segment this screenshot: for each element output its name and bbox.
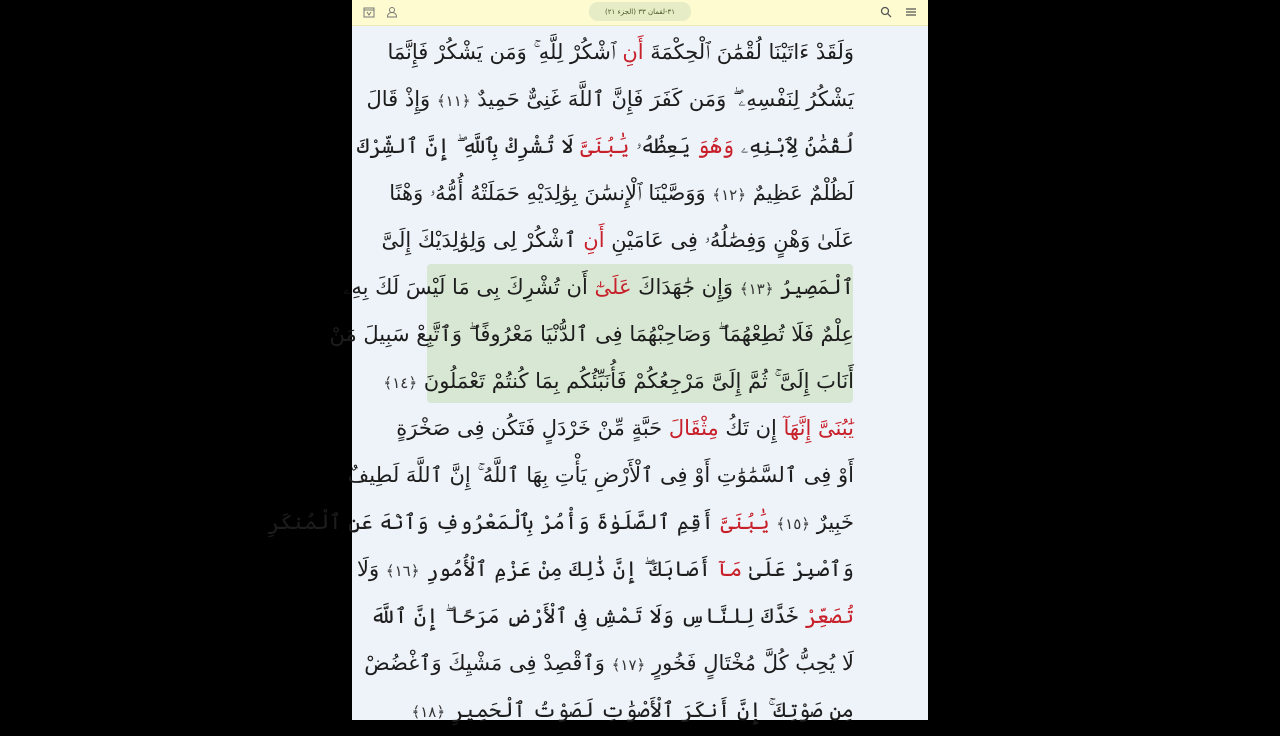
verse-text: أَوْ فِى ٱلسَّمَٰوَٰتِ أَوْ فِى ٱلْأَرْضِ يَأْتِ بِهَا ٱللَّهُ ۚ إِنَّ ٱللَّهَ لَطِيفٌ <box>347 463 854 487</box>
text-line[interactable] <box>387 29 854 76</box>
verse-text: لَا تُشْرِكْ بِٱللَّهِ ۖ إِنَّ ٱلشِّرْكَ <box>357 134 581 158</box>
search-icon[interactable] <box>878 4 894 20</box>
verse-text: وَلَا <box>357 557 386 581</box>
highlighted-word: تُصَعِّرْ <box>804 604 854 628</box>
verse-text: وَٱقْصِدْ فِى مَشْيِكَ وَٱغْضُضْ <box>364 651 612 675</box>
verse-text: لَظُلْمٌ عَظِيمٌ <box>746 181 854 205</box>
text-line[interactable] <box>329 311 854 358</box>
text-line[interactable] <box>347 452 854 499</box>
text-line[interactable] <box>383 358 854 405</box>
verse-text: أَصَابَكَ ۖ إِنَّ ذَٰلِكَ مِنْ عَزْمِ ٱلْأُمُورِ <box>419 557 718 581</box>
bookmark-folder-icon[interactable] <box>361 4 377 20</box>
text-line[interactable] <box>357 546 854 593</box>
verse-text: لُقْمَٰنُ لِٱبْنِهِۦ <box>734 134 854 158</box>
text-line[interactable] <box>364 640 854 687</box>
verse-text: خَدَّكَ لِلنَّاسِ وَلَا تَمْشِ فِى ٱلْأَرْضِ مَرَحًا ۖ إِنَّ ٱللَّهَ <box>370 604 805 628</box>
highlighted-word: يَٰبُنَىَّ إِنَّهَآ <box>783 416 854 440</box>
text-line[interactable] <box>370 593 854 640</box>
ayah-number-marker[interactable]: ﴿١٣﴾ <box>739 280 774 298</box>
text-line[interactable] <box>411 687 854 734</box>
ayah-number-marker[interactable]: ﴿١٢﴾ <box>712 186 747 204</box>
ayah-number-marker[interactable]: ﴿١١﴾ <box>436 92 471 110</box>
highlighted-word: أَنِ <box>622 40 644 64</box>
ayah-number-marker[interactable]: ﴿١٥﴾ <box>776 515 811 533</box>
verse-text: أَنَابَ إِلَىَّ ۚ ثُمَّ إِلَىَّ مَرْجِعُكُمْ فَأُنَبِّئُكُم بِمَا كُنتُمْ تَعْمَلُونَ <box>417 369 854 393</box>
verse-text: أَقِمِ ٱلصَّلَوٰةَ وَأْمُرْ بِٱلْمَعْرُوفِ وَٱنْهَ عَنِ ٱلْمُنكَرِ <box>267 510 721 534</box>
highlighted-word: يَٰبُنَىَّ <box>580 134 630 158</box>
text-line[interactable] <box>396 405 854 452</box>
verse-text: وَإِن جَٰهَدَاكَ <box>631 275 740 299</box>
text-line[interactable] <box>267 499 854 546</box>
highlighted-word: عَلَىٰٓ <box>594 275 632 299</box>
text-line[interactable] <box>343 264 854 311</box>
verse-text: وَلَقَدْ ءَاتَيْنَا لُقْمَٰنَ ٱلْحِكْمَةَ <box>643 40 854 64</box>
ayah-number-marker[interactable]: ﴿١٨﴾ <box>411 703 446 721</box>
verse-text: لَا يُحِبُّ كُلَّ مُخْتَالٍ فَخُورٍ <box>645 651 854 675</box>
highlighted-word: وَهُوَ <box>697 134 735 158</box>
verse-text: خَبِيرٌ <box>810 510 854 534</box>
ayah-number-marker[interactable]: ﴿١٧﴾ <box>611 656 646 674</box>
user-icon[interactable] <box>384 4 400 20</box>
verse-text: ٱشْكُرْ لِلَّهِ ۚ وَمَن يَشْكُرْ فَإِنَّمَا <box>387 40 623 64</box>
verse-text: وَإِذْ قَالَ <box>366 87 437 111</box>
verse-text: عِلْمٌ فَلَا تُطِعْهُمَا ۖ وَصَاحِبْهُمَا فِى ٱلدُّنْيَا مَعْرُوفًا ۖ وَٱتَّبِعْ سَبِيلَ مَنْ <box>329 322 854 346</box>
highlighted-word: مِثْقَالَ <box>668 416 719 440</box>
verse-text: يَشْكُرُ لِنَفْسِهِۦ ۖ وَمَن كَفَرَ فَإِنَّ ٱللَّهَ غَنِىٌّ حَمِيدٌ <box>470 87 854 111</box>
text-line[interactable] <box>389 170 854 217</box>
highlighted-word: أَنِ <box>583 228 605 252</box>
ayah-number-marker[interactable]: ﴿١٦﴾ <box>385 562 420 580</box>
top-bar <box>352 0 928 26</box>
verse-text: أَن تُشْرِكَ بِى مَا لَيْسَ لَكَ بِهِۦ <box>343 275 595 299</box>
text-line[interactable] <box>381 217 854 264</box>
verse-text: ٱشْكُرْ لِى وَلِوَٰلِدَيْكَ إِلَىَّ <box>381 228 584 252</box>
verse-text: حَبَّةٍ مِّنْ خَرْدَلٍ فَتَكُن فِى صَخْرَةٍ <box>396 416 669 440</box>
verse-text: ٱلْمَصِيرُ <box>773 275 854 299</box>
ayah-number-marker[interactable]: ﴿١٤﴾ <box>383 374 418 392</box>
menu-icon[interactable] <box>903 4 919 20</box>
text-line[interactable] <box>357 123 854 170</box>
text-line[interactable] <box>366 76 854 123</box>
highlighted-word: مَآ <box>717 557 743 581</box>
verse-text: مِن صَوْتِكَ ۚ إِنَّ أَنكَرَ ٱلْأَصْوَٰتِ لَصَوْتُ ٱلْحَمِيرِ <box>445 698 854 722</box>
highlighted-word: يَٰبُنَىَّ <box>720 510 770 534</box>
surah-page-title[interactable]: ٣١-لقمان ٣٣ (الجزء ٢١) <box>589 2 691 21</box>
verse-text: عَلَىٰ وَهْنٍ وَفِصَٰلُهُۥ فِى عَامَيْنِ <box>604 228 854 252</box>
verse-text: يَعِظُهُۥ <box>629 134 698 158</box>
mushaf-page <box>267 0 928 722</box>
verse-text: وَوَصَّيْنَا ٱلْإِنسَٰنَ بِوَٰلِدَيْهِ حَمَلَتْهُ أُمُّهُۥ وَهْنًا <box>389 181 713 205</box>
verse-text: وَٱصْبِرْ عَلَىٰ <box>742 557 854 581</box>
quran-text[interactable] <box>267 29 854 734</box>
verse-text: إِن تَكُ <box>718 416 784 440</box>
